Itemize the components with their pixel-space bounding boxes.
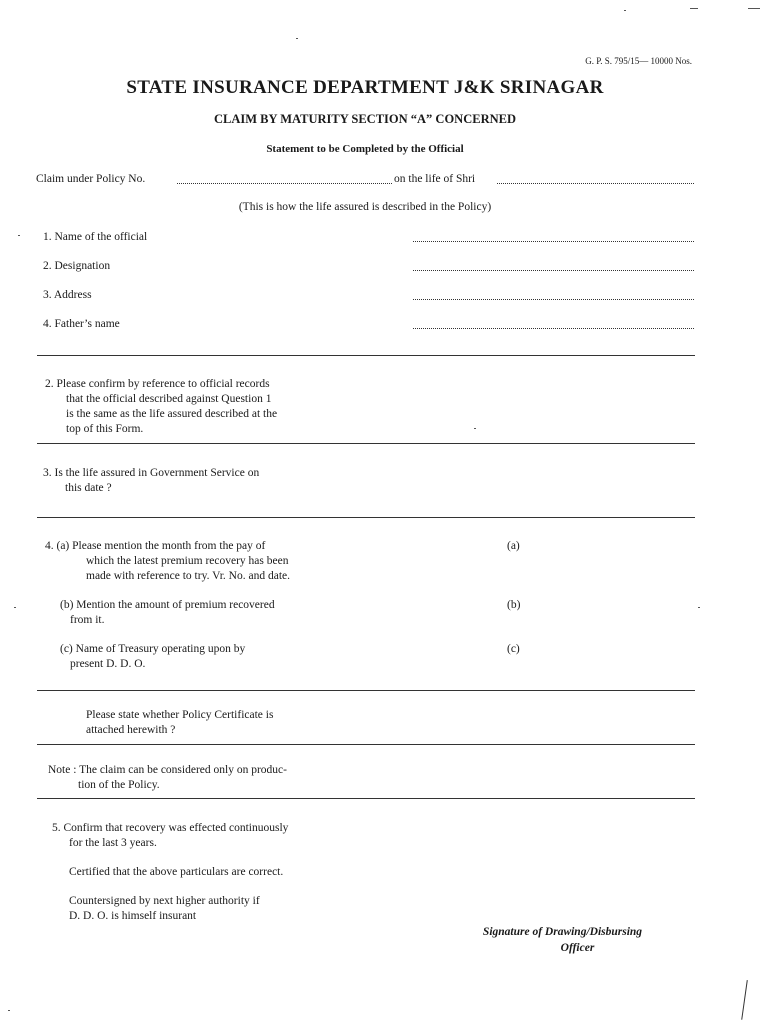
divider xyxy=(37,517,695,518)
q3-line: this date ? xyxy=(65,482,112,494)
fathers-name-field[interactable] xyxy=(413,328,694,329)
scan-speck xyxy=(296,38,298,39)
life-of-label: on the life of Shri xyxy=(394,173,476,185)
q4c-line: (c) Name of Treasury operating upon by xyxy=(60,643,246,655)
q4c-line: present D. D. O. xyxy=(70,658,146,670)
q5-line: for the last 3 years. xyxy=(69,837,157,849)
designation-label: Designation xyxy=(54,260,111,272)
scan-speck xyxy=(14,607,16,608)
question-3 xyxy=(43,466,403,496)
fathers-name-label: Father’s name xyxy=(54,318,120,330)
divider xyxy=(37,744,695,745)
signature-title: Signature of Drawing/Disbursing xyxy=(482,926,643,938)
address-label: Address xyxy=(53,289,92,301)
certificate-question xyxy=(86,708,386,738)
divider xyxy=(37,798,695,799)
item-number: 4. xyxy=(43,318,52,330)
scan-speck xyxy=(624,10,626,11)
q2-line: that the official described against Question 1 xyxy=(66,393,272,405)
q4a-line: made with reference to try. Vr. No. and date. xyxy=(86,570,290,582)
q4b-line: from it. xyxy=(70,614,105,626)
note-line: Note : The claim can be considered only on produc- xyxy=(48,764,287,776)
scan-speck xyxy=(748,8,760,9)
answer-a-marker: (a) xyxy=(507,540,520,552)
life-assured-name-field[interactable] xyxy=(497,183,694,184)
list-item xyxy=(43,230,147,245)
divider xyxy=(37,443,695,444)
signature-block xyxy=(440,924,685,956)
question-4c xyxy=(60,642,400,672)
countersign-line: D. D. O. is himself insurant xyxy=(69,910,197,922)
answer-c-marker: (c) xyxy=(507,643,520,655)
q2-line: 2. Please confirm by reference to official records xyxy=(45,378,270,390)
signature-subtitle: Officer xyxy=(560,942,595,954)
form-subtitle: CLAIM BY MATURITY SECTION “A” CONCERNED xyxy=(214,112,516,126)
certificate-line: Please state whether Policy Certificate is xyxy=(86,709,274,721)
countersign-line: Countersigned by next higher authority if xyxy=(69,895,260,907)
page-title: STATE INSURANCE DEPARTMENT J&K SRINAGAR xyxy=(126,77,604,98)
name-of-official-field[interactable] xyxy=(413,241,694,242)
name-of-official-label: Name of the official xyxy=(54,231,148,243)
q2-line: is the same as the life assured described at the xyxy=(66,408,278,420)
q4a-line: 4. (a) Please mention the month from the pay of xyxy=(45,540,266,552)
list-item xyxy=(43,288,92,303)
form-code: G. P. S. 795/15— 10000 Nos. xyxy=(585,56,692,66)
scan-mark xyxy=(741,980,749,1020)
note xyxy=(48,763,388,793)
scan-speck xyxy=(18,235,20,236)
question-4a xyxy=(45,539,405,584)
address-field[interactable] xyxy=(413,299,694,300)
divider xyxy=(37,355,695,356)
scan-speck xyxy=(8,1010,10,1011)
list-item xyxy=(43,259,110,274)
divider xyxy=(37,690,695,691)
statement-heading: Statement to be Completed by the Official xyxy=(266,143,464,155)
item-number: 3. xyxy=(43,289,52,301)
q4b-line: (b) Mention the amount of premium recovered xyxy=(60,599,275,611)
scan-speck xyxy=(698,607,700,608)
question-4b xyxy=(60,598,400,628)
question-5 xyxy=(52,821,392,851)
list-item xyxy=(43,317,120,332)
claim-policy-label: Claim under Policy No. xyxy=(36,173,146,185)
answer-b-marker: (b) xyxy=(507,599,521,611)
designation-field[interactable] xyxy=(413,270,694,271)
policy-number-field[interactable] xyxy=(177,183,392,184)
certification-statement: Certified that the above particulars are correct. xyxy=(69,866,284,878)
q5-line: 5. Confirm that recovery was effected continuously xyxy=(52,822,289,834)
policy-note: (This is how the life assured is described in the Policy) xyxy=(238,201,492,213)
countersign-note xyxy=(69,894,389,924)
note-line: tion of the Policy. xyxy=(78,779,160,791)
q2-line: top of this Form. xyxy=(66,423,144,435)
question-2 xyxy=(45,377,405,437)
item-number: 1. xyxy=(43,231,52,243)
item-number: 2. xyxy=(43,260,52,272)
scan-speck xyxy=(690,8,698,9)
q4a-line: which the latest premium recovery has been xyxy=(86,555,289,567)
scan-speck xyxy=(474,428,476,429)
q3-line: 3. Is the life assured in Government Service on xyxy=(43,467,260,479)
certificate-line: attached herewith ? xyxy=(86,724,176,736)
